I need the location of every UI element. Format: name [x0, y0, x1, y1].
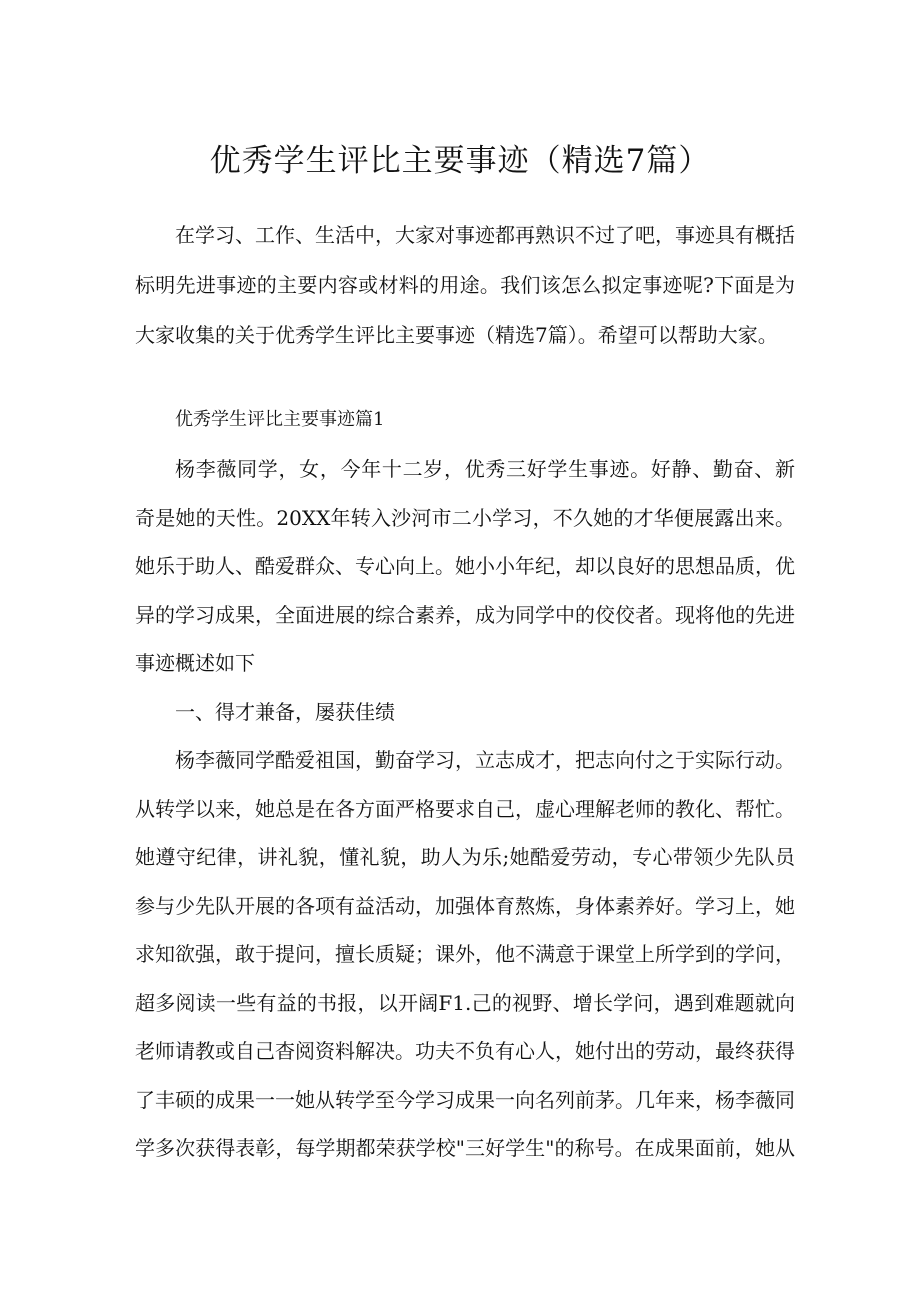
text-line: 她乐于助人、酷爱群众、专心向上。她小小年纪，却以良好的思想品质，优	[135, 554, 795, 578]
text-line: 在学习、工作、生活中，大家对事迹都再熟识不过了吧，事迹具有概括	[175, 223, 795, 247]
text-line: 优秀学生评比主要事迹篇1	[175, 409, 385, 430]
text-line: 事迹概述如下	[135, 651, 255, 675]
text-line: 异的学习成果，全面进展的综合素养，成为同学中的佼佼者。现将他的先进	[135, 602, 795, 627]
text-line: 从转学以来，她总是在各方面严格要求自己，虚心理解老师的教化、帮忙。	[135, 796, 795, 821]
section-heading	[135, 405, 795, 435]
text-line: 杨李薇同学，女，今年十二岁，优秀三好学生事迹。好静、勤奋、新	[175, 457, 795, 481]
text-line: 奇是她的天性。20XX年转入沙河市二小学习，不久她的才华便展露出来。	[135, 505, 795, 530]
text-line: 了丰硕的成果一一她从转学至今学习成果一向名列前茅。几年来，杨李薇同	[135, 1087, 795, 1112]
text-line: 标明先进事迹的主要内容或材料的用途。我们该怎么拟定事迹呢?下面是为	[135, 273, 795, 297]
text-line: 学多次获得表彰，每学期都荣获学校"三好学生"的称号。在成果面前，她从	[135, 1136, 795, 1160]
text-line: 大家收集的关于优秀学生评比主要事迹（精选7篇）。希望可以帮助大家。	[135, 323, 778, 347]
text-line: 超多阅读一些有益的书报，以开阔F1.己的视野、增长学问，遇到难题就向	[135, 990, 795, 1015]
text-line: 参与少先队开展的各项有益活动，加强体育熬炼，身体素养好。学习上，她	[135, 893, 795, 918]
text-line: 杨李薇同学酷爱祖国，勤奋学习，立志成才，把志向付之于实际行动。	[175, 748, 795, 772]
intro-paragraph	[135, 210, 795, 360]
body-text	[135, 445, 795, 1173]
text-line: 求知欲强，敢于提问，擅长质疑；课外，他不满意于课堂上所学到的学问，	[135, 942, 795, 966]
text-line: 老师请教或自己杳阅资料解决。功夫不负有心人，她付出的劳动，最终获得	[135, 1039, 795, 1063]
subheading: 一、得才兼备，屡获佳绩	[175, 699, 395, 724]
document-title: 优秀学生评比主要事迹（精选7篇）	[209, 143, 711, 179]
text-line: 她遵守纪律，讲礼貌，懂礼貌，助人为乐;她酷爱劳动，专心带领少先队员	[135, 845, 795, 869]
